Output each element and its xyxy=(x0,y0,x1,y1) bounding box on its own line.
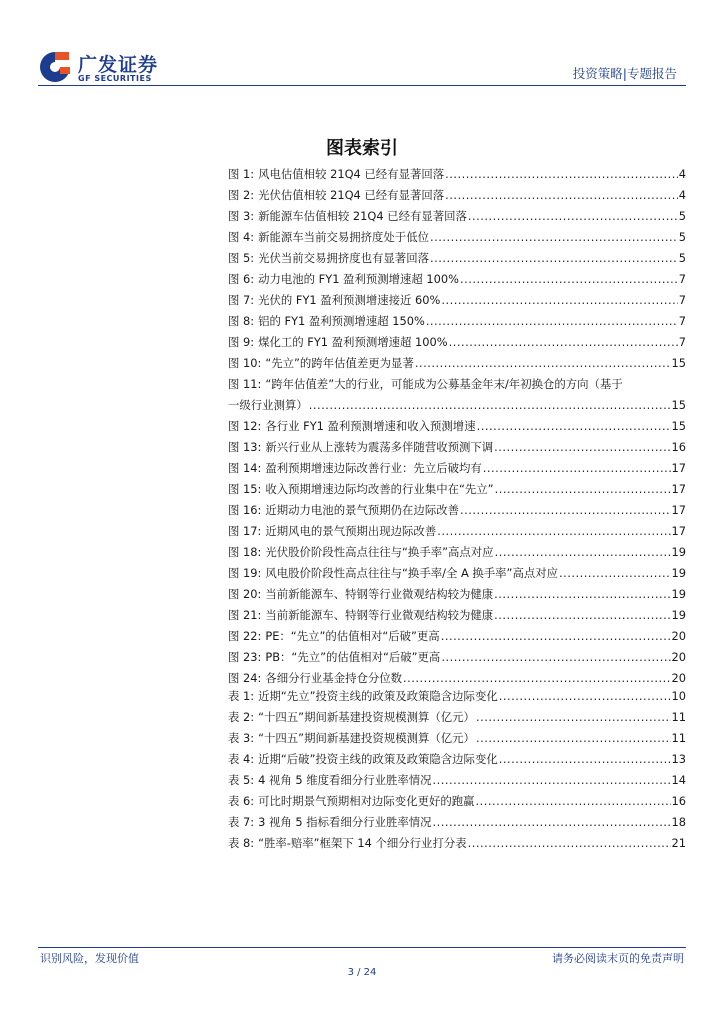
toc-entry-title: “十四五”期间新基建投资规模测算（亿元） xyxy=(258,710,475,724)
toc-entry-title: 近期动力电池的景气预期仍在边际改善 xyxy=(265,503,459,517)
toc-entry-page: 16 xyxy=(671,440,686,454)
toc-entry-page: 15 xyxy=(671,419,686,433)
toc-entry-label: 图 4: xyxy=(228,230,255,244)
toc-leader-dots xyxy=(415,353,671,374)
toc-entry[interactable] xyxy=(228,458,686,479)
toc-leader-dots xyxy=(483,458,671,479)
logo-text-en: GF SECURITIES xyxy=(78,74,152,83)
toc-entry-label: 图 15: xyxy=(228,482,262,496)
footer-disclaimer: 请务必阅读末页的免责声明 xyxy=(552,952,684,965)
toc-entry[interactable] xyxy=(228,647,686,668)
toc-entry[interactable] xyxy=(228,311,686,332)
toc-entry-label: 图 19: xyxy=(228,566,262,580)
toc-leader-dots xyxy=(460,269,678,290)
toc-entry-title: 可比时期景气预期相对边际变化更好的跑赢 xyxy=(258,794,475,808)
toc-entry-label: 图 1: xyxy=(228,167,255,181)
toc-entry[interactable] xyxy=(228,605,686,626)
toc-entry[interactable] xyxy=(228,833,686,854)
toc-entry-page: 19 xyxy=(671,608,686,622)
toc-leader-dots xyxy=(494,584,670,605)
report-category: 投资策略|专题报告 xyxy=(572,66,677,81)
toc-leader-dots xyxy=(426,311,678,332)
figure-index-list xyxy=(228,164,686,689)
toc-entry-title: 新能源车估值相较 21Q4 已经有显著回落 xyxy=(258,209,467,223)
toc-entry-title: 新能源车当前交易拥挤度处于低位 xyxy=(258,230,429,244)
toc-entry-label: 表 5: xyxy=(228,773,255,787)
footer-divider xyxy=(38,947,686,948)
toc-entry[interactable] xyxy=(228,563,686,584)
toc-entry-label: 图 20: xyxy=(228,587,262,601)
toc-entry-title: 风电股价阶段性高点往往与“换手率/全 A 换手率”高点对应 xyxy=(265,566,559,580)
toc-entry-label: 表 3: xyxy=(228,731,255,745)
toc-entry[interactable] xyxy=(228,728,686,749)
page-header xyxy=(0,0,724,90)
toc-entry-label: 图 14: xyxy=(228,461,262,475)
toc-entry-page: 5 xyxy=(678,230,686,244)
toc-entry[interactable] xyxy=(228,791,686,812)
toc-entry[interactable] xyxy=(228,164,686,185)
toc-entry-title: 近期风电的景气预期出现边际改善 xyxy=(265,524,437,538)
toc-entry-title: 各细分行业基金持仓分位数 xyxy=(265,671,403,685)
toc-entry-title: 光伏的 FY1 盈利预测增速接近 60% xyxy=(258,293,441,307)
toc-entry-title-cont: 一级行业测算） xyxy=(228,398,308,412)
toc-leader-dots xyxy=(468,833,671,854)
toc-entry-page: 7 xyxy=(678,314,686,328)
toc-entry-page: 11 xyxy=(671,731,686,745)
toc-entry-label: 表 4: xyxy=(228,752,255,766)
toc-leader-dots xyxy=(559,563,670,584)
toc-entry-title: 动力电池的 FY1 盈利预测增速超 100% xyxy=(258,272,459,286)
toc-entry[interactable] xyxy=(228,227,686,248)
toc-entry[interactable] xyxy=(228,290,686,311)
header-divider xyxy=(38,85,686,86)
toc-entry[interactable] xyxy=(228,626,686,647)
toc-entry-title: 煤化工的 FY1 盈利预测增速超 100% xyxy=(258,335,448,349)
toc-entry[interactable] xyxy=(228,749,686,770)
toc-entry-label: 表 7: xyxy=(228,815,255,829)
gf-logo-icon xyxy=(38,50,72,84)
toc-entry-title: 收入预期增速边际均改善的行业集中在“先立” xyxy=(265,482,494,496)
toc-entry-page: 7 xyxy=(678,293,686,307)
toc-leader-dots xyxy=(495,542,671,563)
toc-leader-dots xyxy=(468,206,678,227)
toc-entry[interactable] xyxy=(228,707,686,728)
toc-entry-label: 图 5: xyxy=(228,251,255,265)
toc-leader-dots xyxy=(433,770,671,791)
toc-entry-title: 各行业 FY1 盈利预测增速和收入预测增速 xyxy=(265,419,476,433)
toc-entry-page: 5 xyxy=(678,209,686,223)
toc-entry-title: 当前新能源车、特钢等行业微观结构较为健康 xyxy=(265,587,494,601)
toc-leader-dots xyxy=(441,290,677,311)
toc-entry-page: 19 xyxy=(671,545,686,559)
toc-leader-dots xyxy=(445,164,678,185)
toc-entry-title: 铝的 FY1 盈利预测增速超 150% xyxy=(258,314,425,328)
toc-leader-dots xyxy=(494,605,670,626)
toc-entry-title: “跨年估值差”大的行业，可能成为公募基金年末/年初换仓的方向（基于 xyxy=(265,377,623,391)
toc-entry-page: 7 xyxy=(678,272,686,286)
toc-entry[interactable] xyxy=(228,437,686,458)
toc-entry-title: PB：“先立”的估值相对“后破”更高 xyxy=(265,650,441,664)
toc-entry-label: 图 18: xyxy=(228,545,262,559)
toc-entry-label: 图 11: xyxy=(228,377,262,391)
toc-entry[interactable] xyxy=(228,686,686,707)
toc-leader-dots xyxy=(430,227,678,248)
toc-entry[interactable] xyxy=(228,374,686,395)
toc-entry-page: 15 xyxy=(671,356,686,370)
toc-entry-title: “十四五”期间新基建投资规模测算（亿元） xyxy=(258,731,475,745)
toc-entry-label: 图 7: xyxy=(228,293,255,307)
toc-entry-title: 3 视角 5 指标看细分行业胜率情况 xyxy=(258,815,432,829)
toc-entry-label: 图 23: xyxy=(228,650,262,664)
toc-entry-title: 光伏当前交易拥挤度也有显著回落 xyxy=(258,251,429,265)
toc-entry-title: “先立”的跨年估值差更为显著 xyxy=(265,356,414,370)
toc-entry-label: 表 1: xyxy=(228,689,255,703)
toc-entry-label: 表 8: xyxy=(228,836,255,850)
toc-entry[interactable] xyxy=(228,521,686,542)
toc-entry-title: 光伏估值相较 21Q4 已经有显著回落 xyxy=(258,188,445,202)
toc-leader-dots xyxy=(437,521,670,542)
toc-entry-page: 11 xyxy=(671,710,686,724)
toc-leader-dots xyxy=(495,479,671,500)
toc-leader-dots xyxy=(449,332,678,353)
toc-entry-title: 4 视角 5 维度看细分行业胜率情况 xyxy=(258,773,432,787)
toc-entry-label: 图 10: xyxy=(228,356,262,370)
toc-entry[interactable] xyxy=(228,248,686,269)
toc-entry-label: 图 17: xyxy=(228,524,262,538)
toc-entry-page: 20 xyxy=(671,650,686,664)
toc-leader-dots xyxy=(499,749,671,770)
toc-entry-page: 20 xyxy=(671,629,686,643)
toc-leader-dots xyxy=(460,500,671,521)
toc-entry-label: 表 2: xyxy=(228,710,255,724)
toc-entry[interactable] xyxy=(228,479,686,500)
toc-entry-page: 17 xyxy=(671,461,686,475)
toc-entry-page: 5 xyxy=(678,251,686,265)
toc-entry-label: 图 6: xyxy=(228,272,255,286)
toc-entry-label: 图 8: xyxy=(228,314,255,328)
toc-entry-page: 13 xyxy=(671,752,686,766)
toc-entry[interactable] xyxy=(228,542,686,563)
toc-entry-title: 近期“先立”投资主线的政策及政策隐含边际变化 xyxy=(258,689,498,703)
toc-entry[interactable] xyxy=(228,353,686,374)
toc-entry[interactable] xyxy=(228,416,686,437)
toc-entry-page: 21 xyxy=(671,836,686,850)
gf-securities-logo xyxy=(38,50,178,86)
toc-entry-label: 图 9: xyxy=(228,335,255,349)
toc-leader-dots xyxy=(309,395,671,416)
toc-entry-label: 表 6: xyxy=(228,794,255,808)
toc-entry-page: 18 xyxy=(671,815,686,829)
toc-entry-label: 图 24: xyxy=(228,671,262,685)
toc-entry-label: 图 12: xyxy=(228,419,262,433)
toc-entry-label: 图 13: xyxy=(228,440,262,454)
toc-entry-page: 15 xyxy=(671,398,686,412)
toc-entry[interactable] xyxy=(228,770,686,791)
toc-entry-page: 19 xyxy=(671,566,686,580)
page-number: 3 / 24 xyxy=(347,967,377,978)
toc-entry-label: 图 22: xyxy=(228,629,262,643)
toc-leader-dots xyxy=(441,647,670,668)
toc-entry-continued[interactable] xyxy=(228,395,686,416)
toc-leader-dots xyxy=(476,728,671,749)
toc-entry[interactable] xyxy=(228,332,686,353)
toc-leader-dots xyxy=(430,248,678,269)
toc-leader-dots xyxy=(445,185,678,206)
toc-entry-label: 图 3: xyxy=(228,209,255,223)
toc-entry[interactable] xyxy=(228,269,686,290)
toc-entry-title: PE：“先立”的估值相对“后破”更高 xyxy=(265,629,440,643)
toc-entry-page: 19 xyxy=(671,587,686,601)
footer-slogan: 识别风险，发现价值 xyxy=(40,952,139,965)
toc-entry-title: “胜率-赔率”框架下 14 个细分行业打分表 xyxy=(258,836,467,850)
toc-entry-title: 近期“后破”投资主线的政策及政策隐含边际变化 xyxy=(258,752,498,766)
toc-entry-page: 17 xyxy=(671,503,686,517)
toc-entry-page: 10 xyxy=(671,689,686,703)
table-index-list xyxy=(228,686,686,854)
toc-entry-page: 14 xyxy=(671,773,686,787)
toc-entry-label: 图 2: xyxy=(228,188,255,202)
toc-leader-dots xyxy=(433,812,671,833)
toc-entry-page: 4 xyxy=(678,188,686,202)
page-title: 图表索引 xyxy=(326,138,398,159)
toc-entry-page: 7 xyxy=(678,335,686,349)
toc-entry[interactable] xyxy=(228,185,686,206)
toc-leader-dots xyxy=(494,437,670,458)
toc-entry-title: 新兴行业从上涨转为震荡多伴随营收预测下调 xyxy=(265,440,494,454)
toc-entry-page: 16 xyxy=(671,794,686,808)
toc-entry-page: 17 xyxy=(671,524,686,538)
toc-entry-label: 图 21: xyxy=(228,608,262,622)
toc-entry[interactable] xyxy=(228,206,686,227)
toc-leader-dots xyxy=(476,791,671,812)
toc-entry-title: 当前新能源车、特钢等行业微观结构较为健康 xyxy=(265,608,494,622)
logo-text-cn: 广发证券 xyxy=(78,54,159,76)
toc-leader-dots xyxy=(477,416,671,437)
toc-entry-page: 17 xyxy=(671,482,686,496)
toc-leader-dots xyxy=(476,707,671,728)
toc-entry-label: 图 16: xyxy=(228,503,262,517)
toc-entry-title: 光伏股价阶段性高点往往与“换手率”高点对应 xyxy=(265,545,494,559)
toc-entry-page: 4 xyxy=(678,167,686,181)
toc-entry-title: 盈利预期增速边际改善行业：先立后破均有 xyxy=(265,461,482,475)
toc-entry[interactable] xyxy=(228,584,686,605)
toc-entry-page: 20 xyxy=(671,671,686,685)
toc-entry-title: 风电估值相较 21Q4 已经有显著回落 xyxy=(258,167,445,181)
toc-entry[interactable] xyxy=(228,812,686,833)
toc-leader-dots xyxy=(441,626,671,647)
toc-leader-dots xyxy=(499,686,671,707)
toc-entry[interactable] xyxy=(228,500,686,521)
